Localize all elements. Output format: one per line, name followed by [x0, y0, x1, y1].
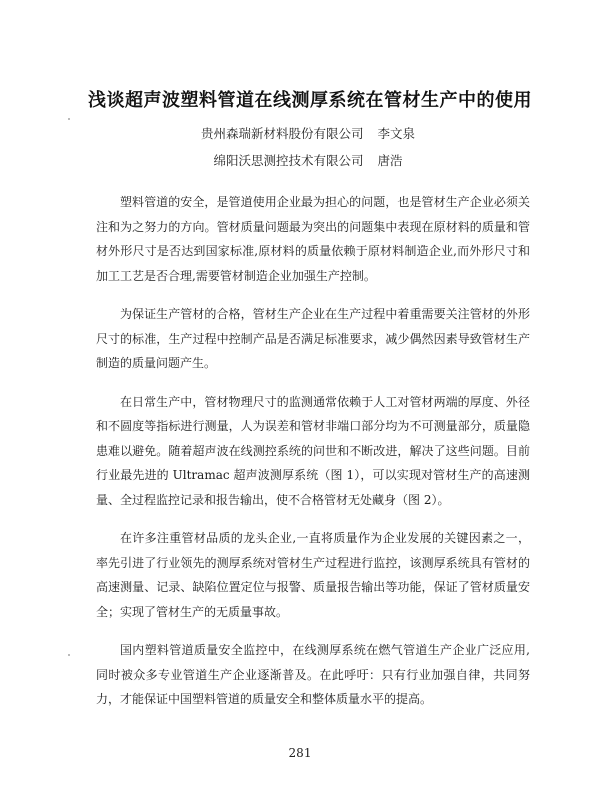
- body-paragraph-3: 在日常生产中，管材物理尺寸的监测通常依赖于人工对管材两端的厚度、外径和不圆度等指标进行测量，人为误差和管材非端口部分均为不可测量部分，质量隐患难以避免。随着超声波在线测控系统的问世和不断改进，解决了这些问题。目前行业最先进的 Ultramac 超声波测厚系统（图 1），可以实现对管材生产的高速测量、全过程监控记录和报告输出，使不合格管材无处藏身（图 2）。: [96, 394, 530, 507]
- body-paragraph-4: 在许多注重管材品质的龙头企业,一直将质量作为企业发展的关键因素之一，率先引进了行业领先的测厚系统对管材生产过程进行监控，该测厚系统具有管材的高速测量、记录、缺陷位置定位与报警、质量报告输出等功能，保证了管材质量安全；实现了管材生产的无质量事故。: [96, 531, 530, 619]
- author-affiliation: 贵州森瑞新材料股份有限公司: [200, 126, 364, 141]
- body-paragraph-1: 塑料管道的安全，是管道使用企业最为担心的问题，也是管材生产企业必须关注和为之努力的方向。管材质量问题最为突出的问题集中表现在原材料的质量和管材外形尺寸是否达到国家标准,原材料的质量依赖于原材料制造企业,而外形尺寸和加工工艺是否合理,需要管材制造企业加强生产控制。: [96, 195, 530, 283]
- author-line-2: [8, 151, 600, 169]
- paper-title: 浅谈超声波塑料管道在线测厚系统在管材生产中的使用: [88, 90, 532, 111]
- body-paragraph-5: 国内塑料管道质量安全监控中，在线测厚系统在燃气管道生产企业广泛应用,同时被众多专业管道生产企业逐渐普及。在此呼吁：只有行业加强自律，共同努力，才能保证中国塑料管道的质量安全和整体质量水平的提高。: [96, 643, 530, 706]
- scan-speck: [68, 654, 70, 656]
- page-number: 281: [288, 746, 312, 760]
- author-name: 唐浩: [377, 153, 403, 168]
- author-affiliation: 绵阳沃思测控技术有限公司: [213, 153, 364, 168]
- scan-speck: [68, 118, 70, 120]
- author-line-1: [8, 124, 600, 142]
- author-name: 李文泉: [377, 126, 416, 141]
- body-paragraph-2: 为保证生产管材的合格，管材生产企业在生产过程中着重需要关注管材的外形尺寸的标准，生产过程中控制产品是否满足标准要求，减少偶然因素导致管材生产制造的质量问题产生。: [96, 307, 530, 370]
- article-body: [96, 190, 530, 726]
